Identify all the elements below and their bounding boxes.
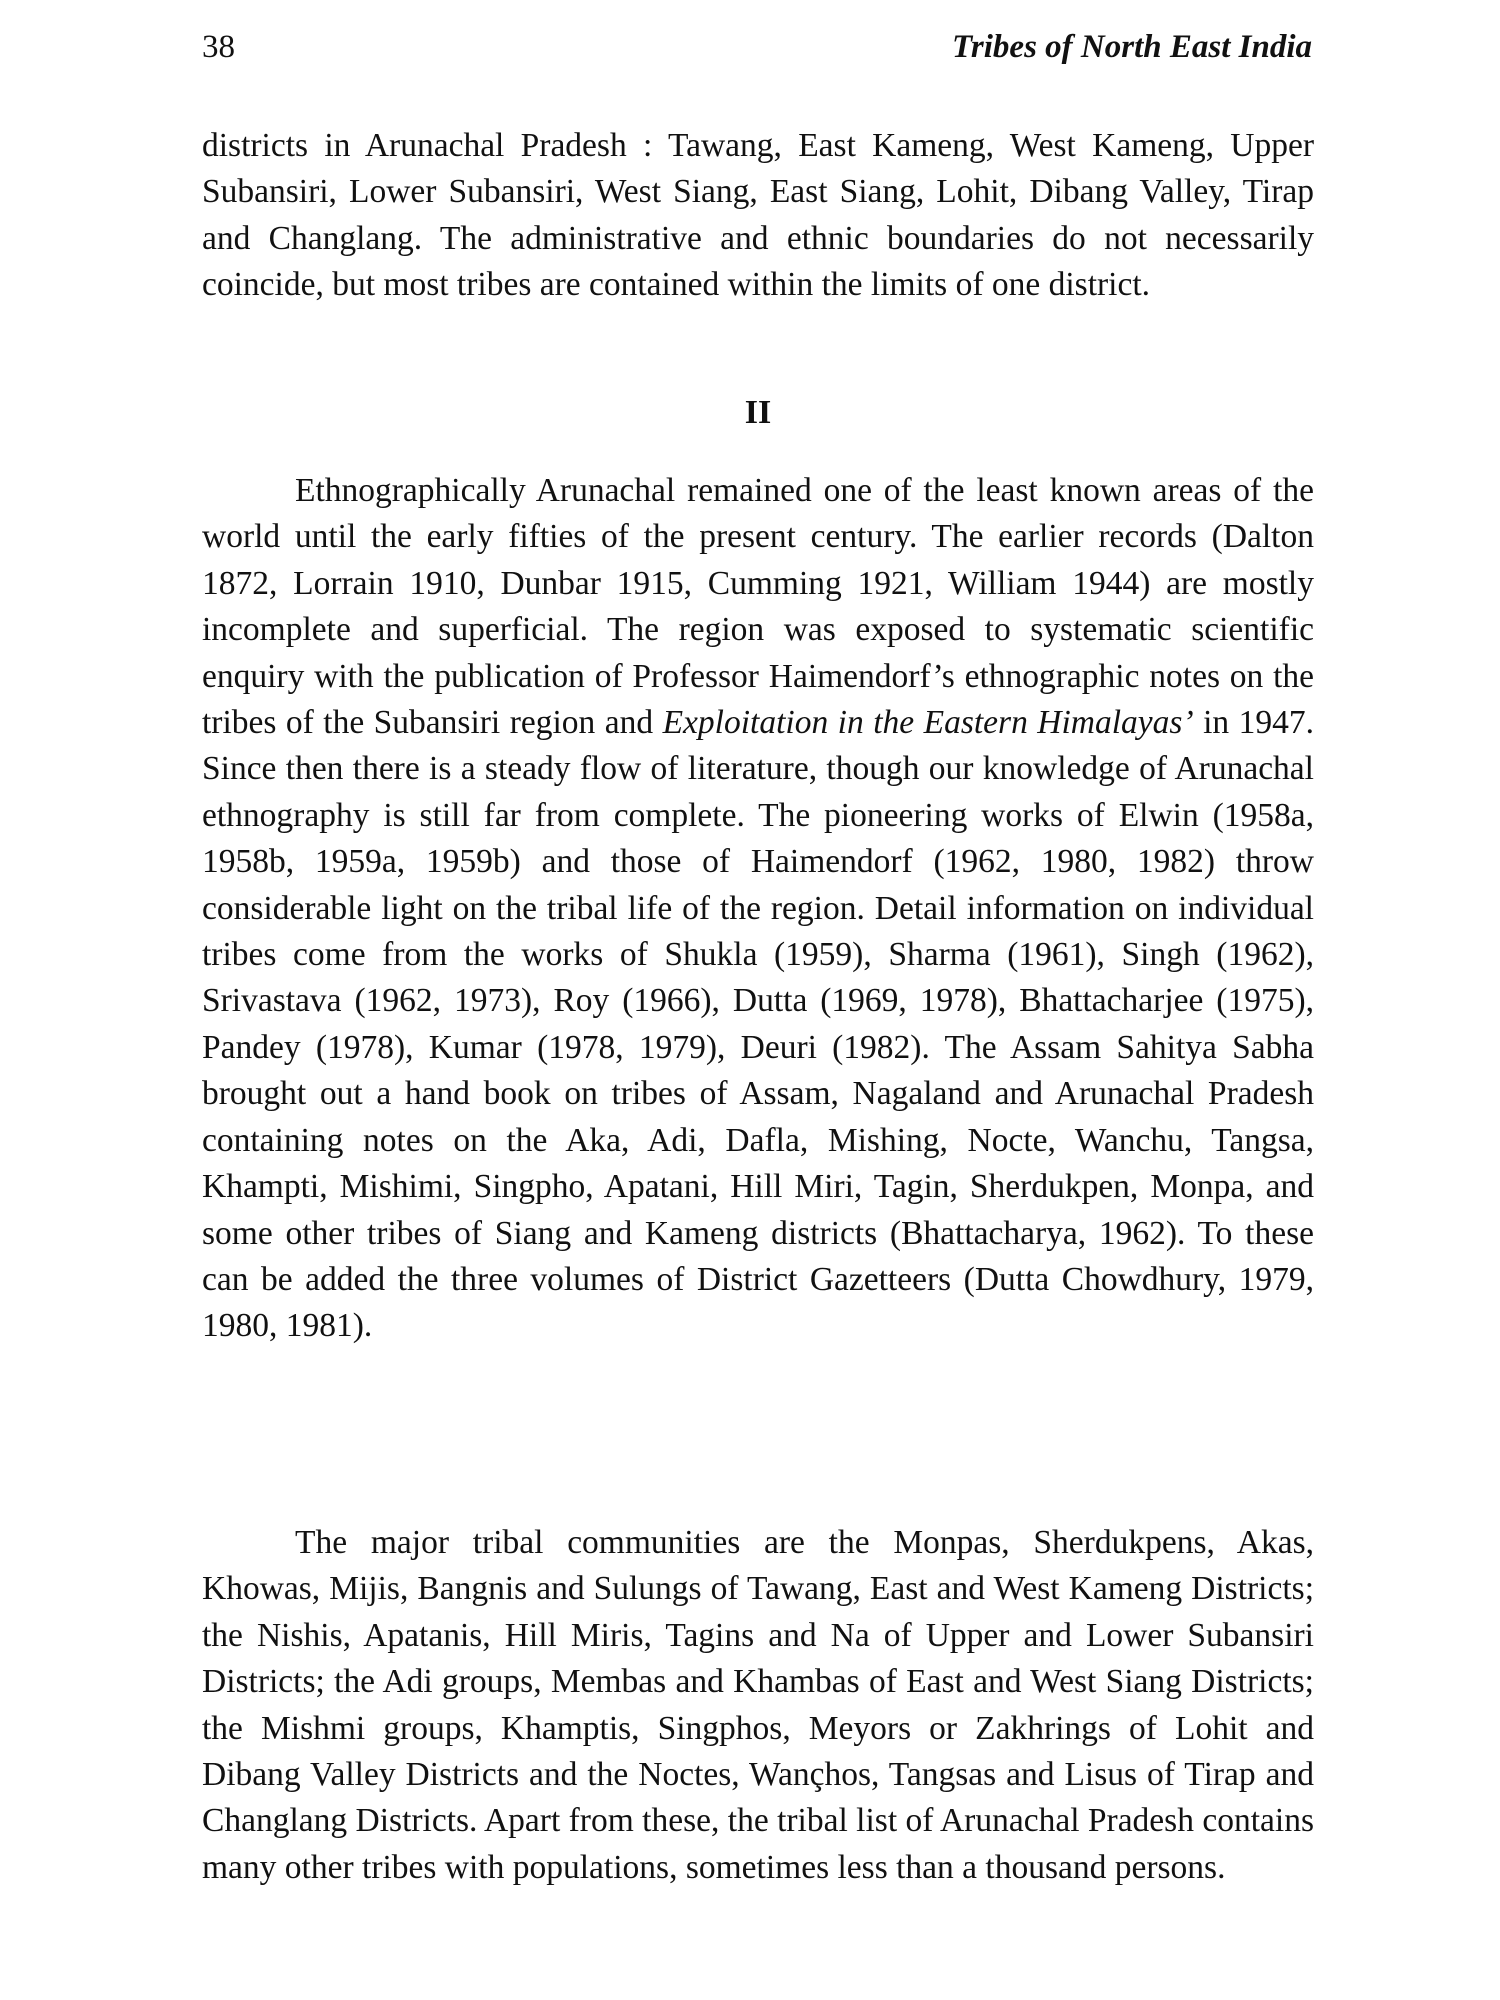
page-number: 38 [202,29,235,65]
paragraph-continued: districts in Arunachal Pradesh : Tawang, East Kameng, West Kameng, Upper Subansiri, Lower Subansiri, West Siang, East Siang, Lohit, Dibang Valley, Tirap and Changlang. The administrative and ethnic boundaries do not necessarily coincide, but most tribes are contained within the limits of one district. [202,127,1314,304]
ethnography-text-part-2: in 1947. Since then there is a steady flow of literature, though our knowledge of Arunachal ethnography is still far from complete. The pioneering works of Elwin (1958a, 1958b, 1959a, 1959b) and those of Haimendorf (1962, 1980, 1982) throw considerable light on the tribal life of the region. Detail information on individual tribes come from the works of Shukla (1959), Sharma (1961), Singh (1962), Srivastava (1962, 1973), Roy (1966), Dutta (1969, 1978), Bhattacharjee (1975), Pandey (1978), Kumar (1978, 1979), Deuri (1982). The Assam Sahitya Sabha brought out a hand book on tribes of Assam, Nagaland and Arunachal Pradesh containing notes on the Aka, Adi, Dafla, Mishing, Nocte, Wanchu, Tangsa, Khampti, Mishimi, Singpho, Apatani, Hill Miri, Tagin, Sherdukpen, Monpa, and some other tribes of Siang and Kameng districts (Bhattacharya, 1962). To these can be added the three volumes of District Gazetteers (Dutta Chowdhury, 1979, 1980, 1981). [202,704,1314,1345]
paragraph-ethnography [202,468,1314,1350]
section-heading: II [744,394,772,431]
page-header [202,22,1312,72]
ethnography-text-part-1: Ethnographically Arunachal remained one of the least known areas of the world until the early fifties of the present century. The earlier records (Dalton 1872, Lorrain 1910, Dunbar 1915, Cumming 1921, William 1944) are mostly incomplete and superficial. The region was exposed to systematic scientific enquiry with the publication of Professor Haimendorf’s ethnographic notes on the tribes of the Subansiri region and [202,472,1314,742]
running-title: Tribes of North East India [951,29,1312,65]
paragraph-tribal-communities: The major tribal communities are the Monpas, Sherdukpens, Akas, Khowas, Mijis, Bangnis and Sulungs of Tawang, East and West Kameng Districts; the Nishis, Apatanis, Hill Miris, Tagins and Na of Upper and Lower Subansiri Districts; the Adi groups, Membas and Khambas of East and West Siang Districts; the Mishmi groups, Khamptis, Singphos, Meyors or Zakhrings of Lohit and Dibang Valley Districts and the Noctes, Wançhos, Tangsas and Lisus of Tirap and Changlang Districts. Apart from these, the tribal list of Arunachal Pradesh contains many other tribes with populations, sometimes less than a thousand persons. [202,1524,1314,1886]
book-title-italic: Exploitation in the Eastern Himalayas’ [662,704,1194,742]
